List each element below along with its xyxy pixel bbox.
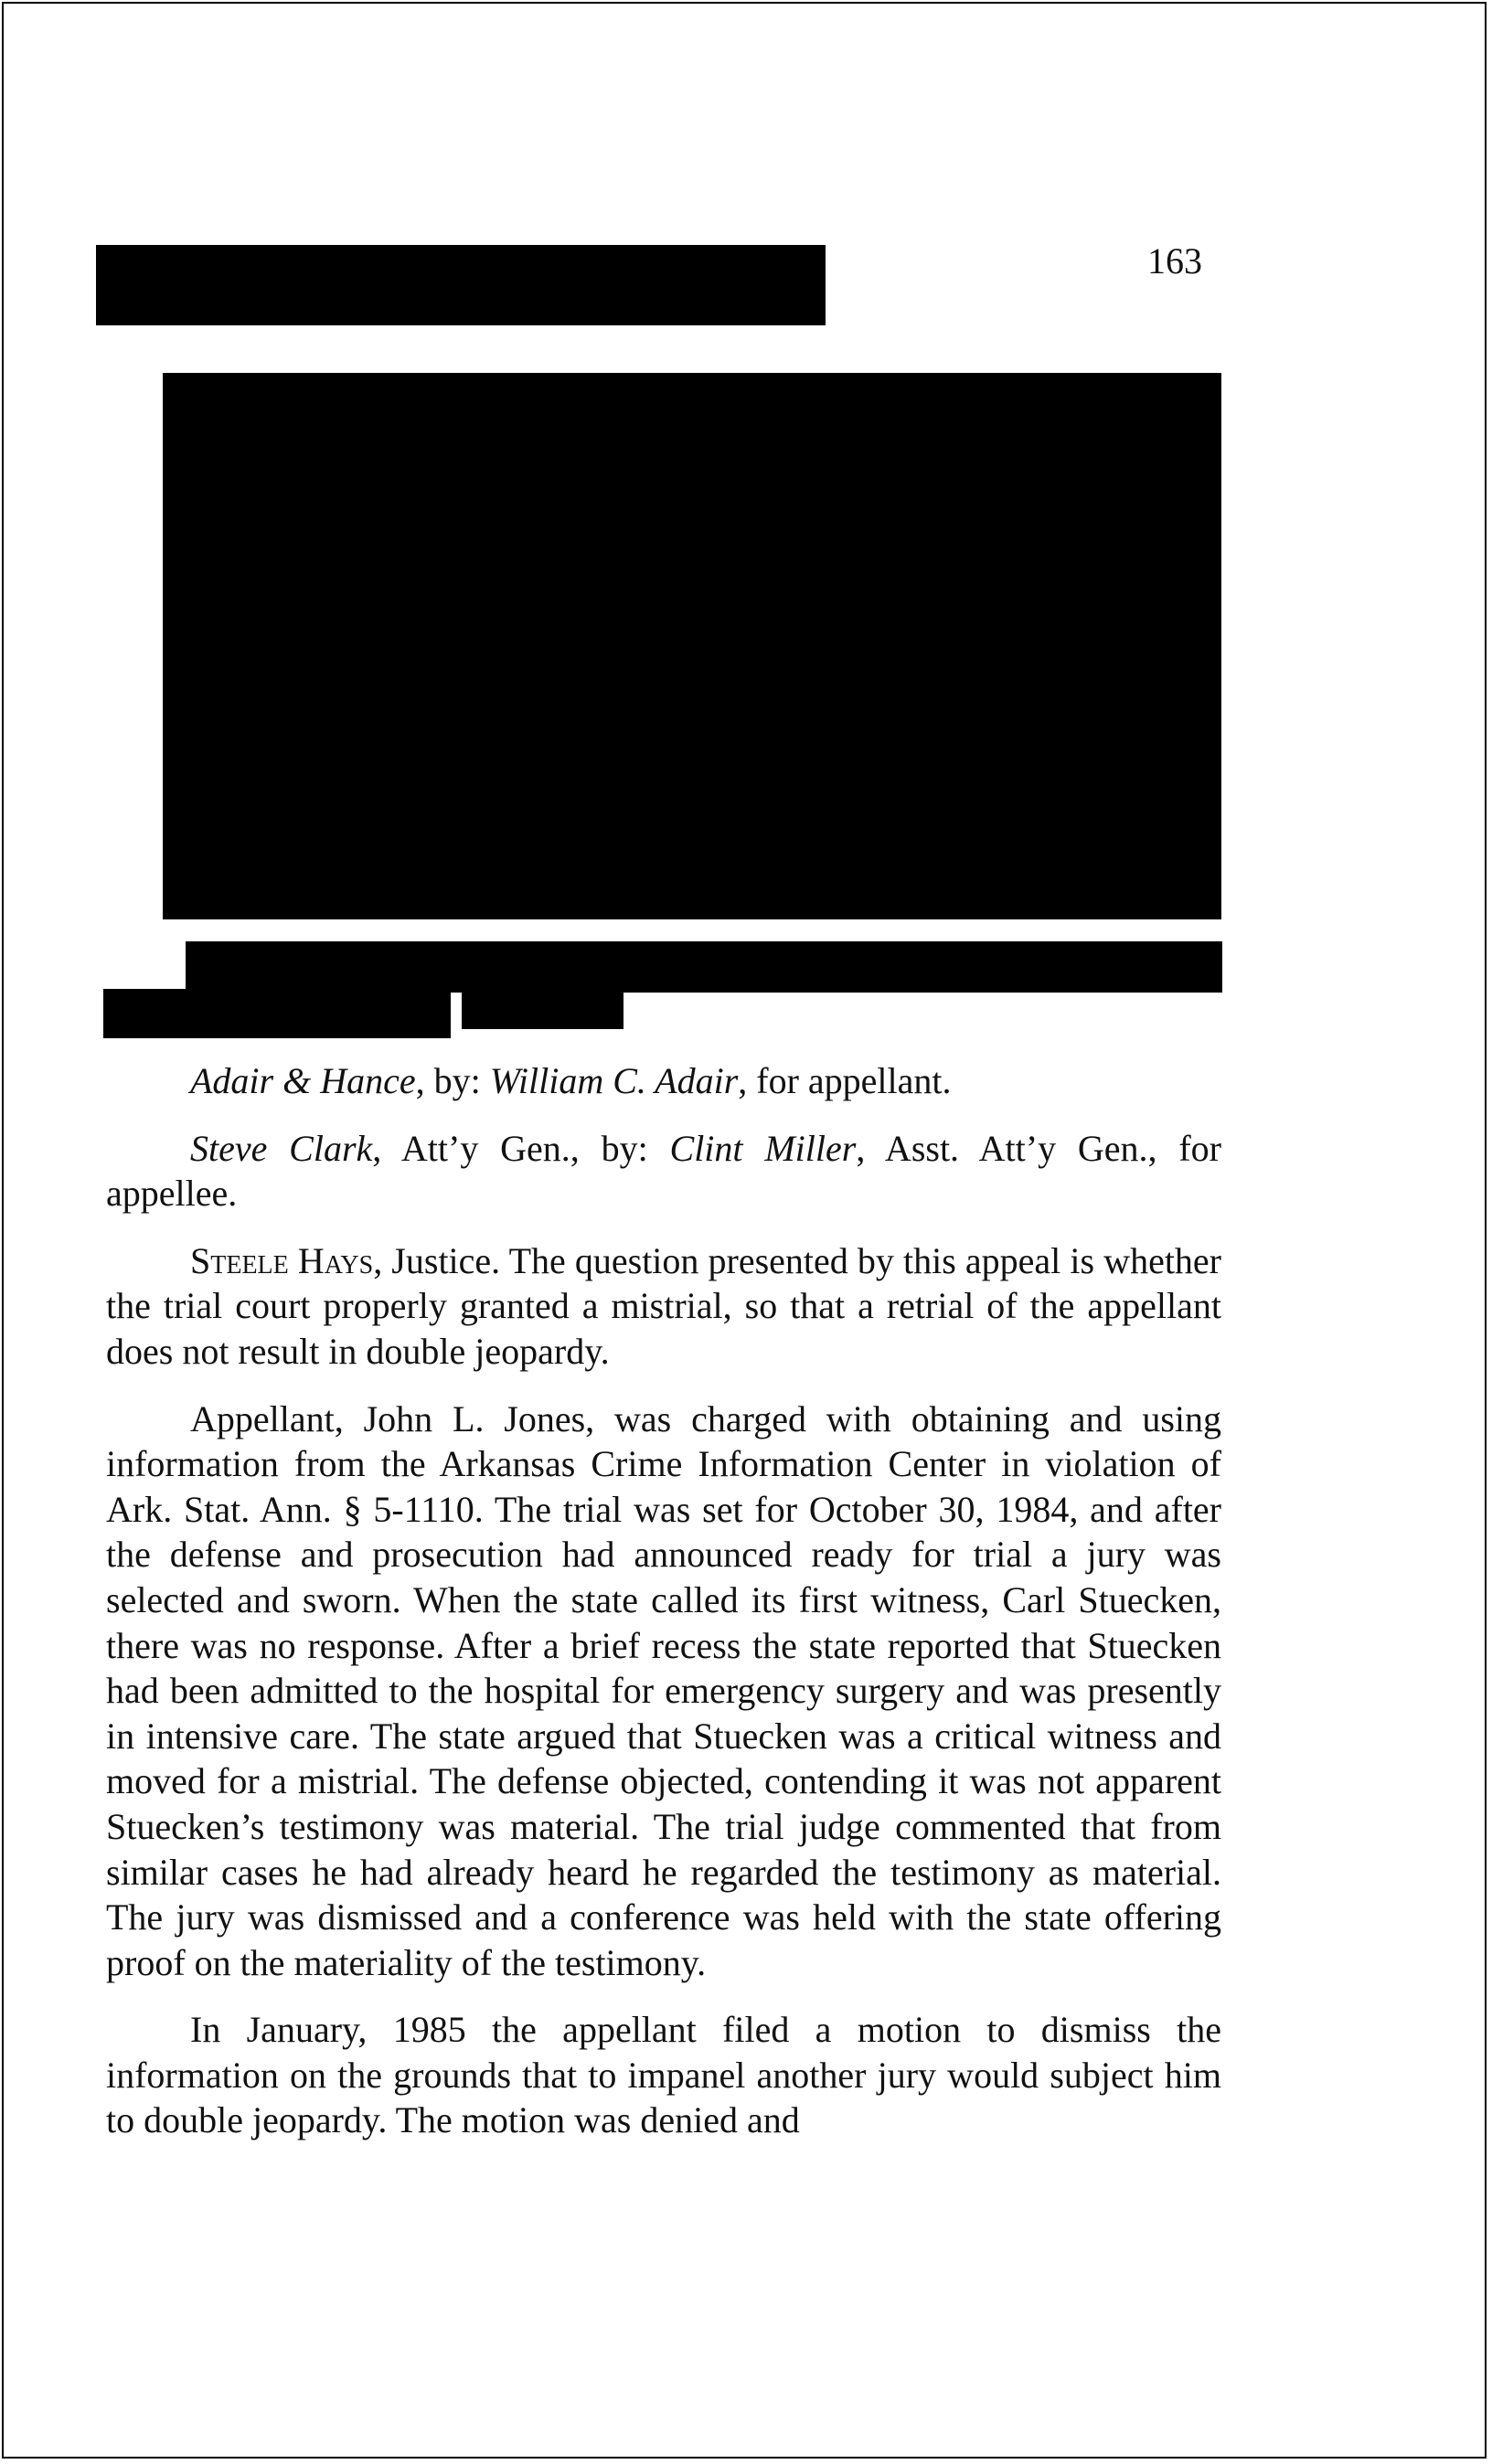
opinion-author: Steele Hays xyxy=(190,1239,374,1281)
opinion-opening-text: The question presented by this appeal is whether the trial court properly granted a mistrial, so that a retrial of the appellant does not result in double jeopardy. xyxy=(106,1239,1222,1372)
redacted-line-middle xyxy=(462,993,623,1029)
appellant-attorney: William C. Adair xyxy=(489,1060,739,1101)
appellee-attorney-general: Steve Clark xyxy=(190,1127,373,1169)
opinion-author-title: , Justice. xyxy=(373,1239,509,1281)
opinion-paragraph: In January, 1985 the appellant filed a motion to dismiss the information on the grounds that to impanel another jury would subject him to double jeopardy. The motion was denied and xyxy=(106,2009,1221,2141)
redacted-syllabus-block xyxy=(163,373,1221,919)
opinion-paragraph: Appellant, John L. Jones, was charged with obtaining and using information from the Arkansas Crime Information Center in violation of Ark. Stat. Ann. § 5-1110. The trial was set for October 30, 1984, and after the defense and prosecution had announced ready for trial a jury was selected and sworn. When the state called its first witness, Carl Stuecken, there was no response. After a brief recess the state reported that Stuecken had been admitted to the hospital for emergency surgery and was presently in intensive care. The state argued that Stuecken was a critical witness and moved for a mistrial. The defense objected, contending it was not apparent Stuecken’s testimony was material. The trial judge commented that from similar cases he had already heard he regarded the testimony as material. The jury was dismissed and a conference was held with the state offering proof on the materiality of the testimony. xyxy=(106,1397,1221,1983)
page-number: 163 xyxy=(1147,240,1202,281)
redacted-line-left xyxy=(103,989,451,1038)
counsel-appellant xyxy=(106,1058,1221,1104)
opinion-opening xyxy=(106,1238,1221,1375)
appellee-ag-title: , Att’y Gen., by: xyxy=(372,1127,670,1169)
appellee-role: , Asst. Att’y Gen., for appellee. xyxy=(106,1127,1221,1215)
opinion-text xyxy=(106,1058,1221,2165)
appellant-firm: Adair & Hance xyxy=(190,1060,416,1101)
redacted-line-upper xyxy=(186,941,1222,993)
counsel-appellee xyxy=(106,1126,1221,1216)
redacted-case-header xyxy=(96,245,826,325)
appellee-assistant: Clint Miller xyxy=(669,1127,857,1169)
appellant-by: , by: xyxy=(415,1060,490,1101)
appellant-role: , for appellant. xyxy=(738,1060,952,1101)
